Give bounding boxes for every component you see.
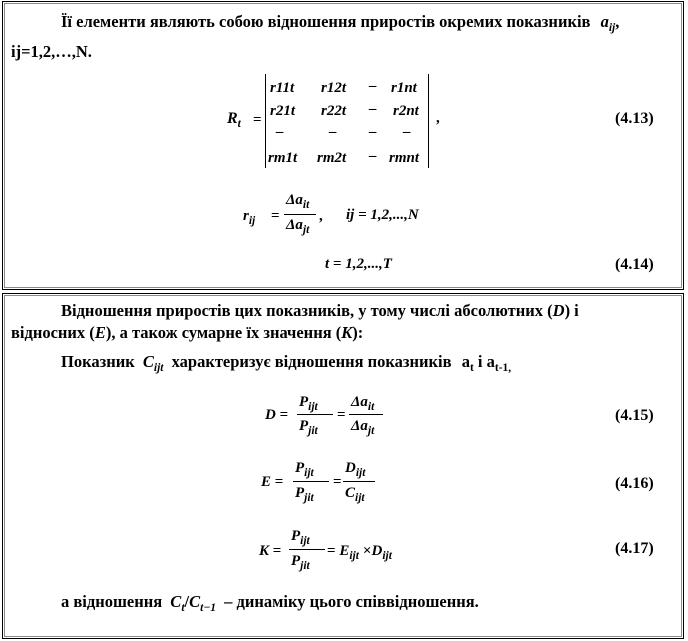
eq416-d-symbol: C [345,485,356,501]
para3-text-a: Показник [61,352,135,371]
eq417-rhs-symbol: E [339,543,350,559]
paragraph2-line-3 [61,352,511,374]
matrix-cell: rm2t [317,150,347,166]
symbol-E: E [94,323,106,342]
symbol-D: D [552,301,565,320]
matrix-cell: – [369,148,377,164]
eq416-bar2 [343,481,375,482]
eq416-number: (4.16) [615,475,654,492]
eq416-p1-symbol: P [295,460,305,476]
eq415-d-sub: jt [367,425,375,437]
symbol-a-t-sub: t [469,362,474,374]
matrix-cell: – [276,124,284,140]
eq414-lhs [243,208,255,225]
matrix-cell: – [369,101,377,117]
eq414-num-symbol: Δa [286,192,303,208]
eq417-bar [289,549,325,550]
eq415-lhs-symbol: D [265,407,276,423]
last-text-a: а відношення [61,592,163,611]
eq415-bar2 [349,414,383,415]
para3-text-b: характеризує відношення показників [171,352,452,371]
paragraph2-line-1 [61,301,579,321]
eq415-p2-sub: jit [308,425,318,437]
eq415-d [351,418,374,435]
para3-text-i: і a [477,352,495,371]
para2-text-a: відносних ( [11,323,95,342]
matrix-cell: r12t [321,80,347,96]
eq417-p1-sub: ijt [300,535,310,547]
eq414-den-symbol: Δa [286,217,303,233]
eq414-den-sub: jt [302,224,310,236]
eq416-n [345,460,365,477]
eq416-p1-sub: ijt [304,467,314,479]
paragraph-line-1 [61,12,619,34]
eq416-bar1 [293,481,329,482]
matrix-cell: – [329,124,337,140]
eq417-rhs: = $E_{ijt} \times D_{ijt}$ [327,543,392,562]
eq415-n-sub: it [367,401,375,413]
eq413-lhs [227,110,241,128]
eq414-lhs-symbol: r [243,208,249,224]
eq415-n [351,394,374,411]
matrix-cell: r21t [270,103,296,119]
paragraph2-line-2 [11,323,363,343]
eq415-number: (4.15) [615,407,654,424]
eq416-eq2: = [333,474,342,490]
eq415-p2 [299,418,318,435]
eq417-lhs: K = [259,543,282,559]
matrix-cell: rm1t [268,150,298,166]
eq414-fraction-bar [284,214,316,215]
matrix-cell: – [369,78,377,94]
para1-text-a: Відношення приростів цих показників, у тому числі абсолютних ( [61,301,553,320]
a-symbol: a [600,12,609,31]
eq414-denominator [286,217,309,234]
matrix-cell: r22t [321,103,347,119]
eq415-lhs: D = [265,407,289,423]
eq415-bar1 [297,414,333,415]
eq413-lhs-symbol: R [227,110,238,127]
eq413-comma: , [436,110,440,126]
eq414-number: (4.14) [615,256,654,273]
eq413-lhs-sub: t [237,118,241,130]
matrix-cell: r1nt [391,80,417,96]
eq416-d-sub: ijt [355,492,365,504]
symbol-K: K [341,323,353,342]
eq414-equals: = [271,208,280,224]
times-symbol: × [362,543,372,559]
eq416-n-symbol: D [345,460,356,476]
eq414-comma: , [319,208,323,224]
paragraph-line-2 [11,42,92,62]
para1-text-b: ) і [564,301,579,320]
eq415-p2-symbol: P [299,418,309,434]
matrix-cell: – [403,124,411,140]
comma: , [615,12,620,31]
text-panel-bottom [2,293,684,639]
eq417-rhs2-sub: ijt [382,550,392,562]
eq416-d [345,485,365,502]
last-C1: C [170,592,182,611]
eq417-lhs-symbol: K [259,543,270,559]
eq416-p2 [295,485,314,502]
last-slash: / [184,592,190,611]
eq416-n-sub: ijt [355,467,366,479]
eq415-n-symbol: Δa [351,394,368,410]
eq416-p2-symbol: P [295,485,305,501]
matrix-cell: r11t [270,80,295,96]
eq413-number: (4.13) [615,110,654,127]
a-subscript: ij [608,22,616,34]
eq416-p1 [295,460,314,477]
symbol-a-t1-sub: t-1, [494,362,512,374]
eq416-lhs-symbol: E [261,474,272,490]
text-panel-top [2,1,684,290]
eq414-condition: ij = 1,2,...,N [346,207,419,223]
symbol-C-sub: ijt [153,362,164,374]
para2-text-b: ), а також сумарне їх значення ( [105,323,342,342]
eq415-p1 [299,394,318,411]
eq417-rhs-sub: ijt [349,550,359,562]
symbol-C: C [142,352,154,371]
eq417-p2-symbol: P [291,553,301,569]
matrix-cell: rmnt [389,150,420,166]
eq414-num-sub: it [302,199,310,211]
matrix-cell: r2nt [393,103,419,119]
eq415-p1-symbol: P [299,394,309,410]
symbol-a-t: a [461,352,470,371]
matrix-cell: – [369,124,377,140]
eq417-p2-sub: jit [300,560,310,572]
eq413-equals: = [253,112,262,128]
last-C2-sub: t−1 [200,602,217,614]
paragraph2-last-line [61,592,479,614]
eq416-p2-sub: jit [304,492,314,504]
matrix-right-bar [428,74,429,168]
eq417-number: (4.17) [615,540,654,557]
eq417-p1 [291,528,310,545]
last-C2: C [189,592,201,611]
eq414-lhs-sub: ij [248,215,256,227]
eq415-d-symbol: Δa [351,418,368,434]
eq415-p1-sub: ijt [308,401,318,413]
eq415-eq2: = [337,407,346,423]
last-text-b: – динаміку цього співвідношення. [224,592,479,611]
matrix-left-bar [265,74,266,168]
last-C1-sub: t [181,602,185,614]
eq417-p2 [291,553,310,570]
eq414-condition-t: t = 1,2,...,T [325,256,392,272]
para2-text-c: ): [352,323,364,342]
line2-text: ij=1,2,…,N. [11,42,92,61]
eq414-numerator [286,192,309,209]
eq416-lhs: E = [261,474,284,490]
line1-text: Її елементи являють собою відношення приростів окремих показників [61,12,591,31]
eq417-p1-symbol: P [291,528,301,544]
eq417-rhs2-symbol: D [371,543,383,559]
